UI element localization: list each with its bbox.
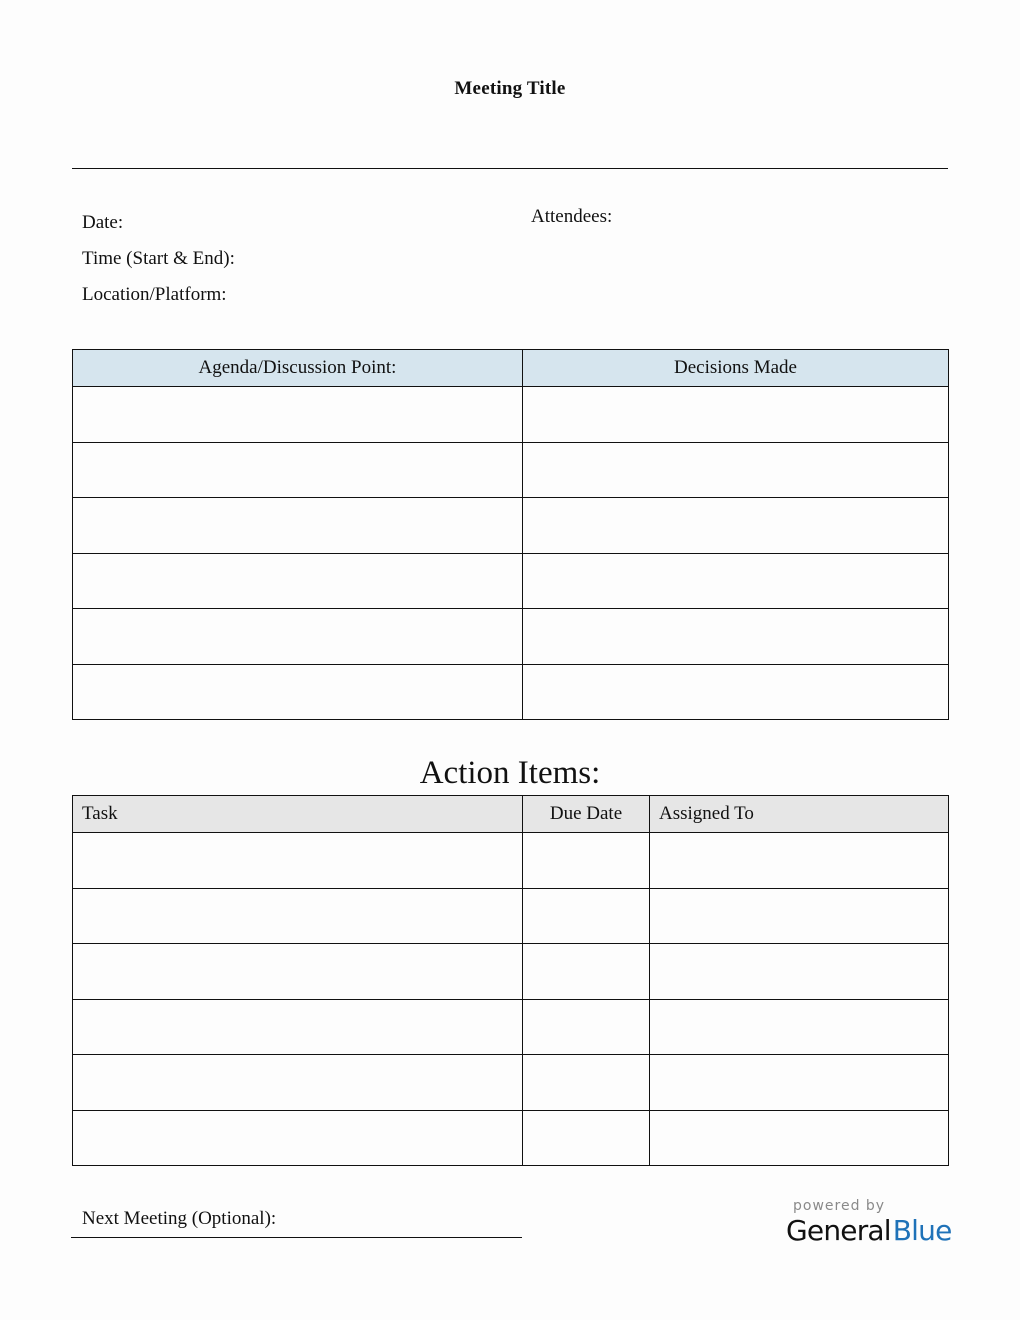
- time-label: Time (Start & End):: [82, 248, 235, 269]
- task-column-header: Task: [73, 796, 523, 833]
- agenda-table: [72, 349, 949, 720]
- date-label: Date:: [82, 212, 124, 233]
- agenda-row: [73, 553, 949, 609]
- decisions-cell[interactable]: [523, 498, 949, 554]
- action-item-row: [73, 999, 949, 1055]
- action-items-header-row: [73, 796, 949, 833]
- decisions-column-header: Decisions Made: [523, 350, 949, 387]
- due-date-cell[interactable]: [523, 1055, 650, 1111]
- title-divider: [72, 168, 948, 169]
- location-label: Location/Platform:: [82, 284, 227, 305]
- agenda-header-row: [73, 350, 949, 387]
- task-cell[interactable]: [73, 1055, 523, 1111]
- agenda-cell[interactable]: [73, 442, 523, 498]
- agenda-cell[interactable]: [73, 664, 523, 720]
- action-item-row: [73, 1055, 949, 1111]
- due-date-cell[interactable]: [523, 999, 650, 1055]
- action-item-row: [73, 888, 949, 944]
- assigned-to-cell[interactable]: [650, 999, 949, 1055]
- action-item-row: [73, 1110, 949, 1166]
- powered-by-text: powered by: [793, 1198, 886, 1214]
- next-meeting-line[interactable]: [71, 1237, 522, 1238]
- task-cell[interactable]: [73, 833, 523, 889]
- assigned-to-cell[interactable]: [650, 833, 949, 889]
- assigned-to-cell[interactable]: [650, 1055, 949, 1111]
- decisions-cell[interactable]: [523, 387, 949, 443]
- task-cell[interactable]: [73, 888, 523, 944]
- agenda-row: [73, 664, 949, 720]
- task-cell[interactable]: [73, 1110, 523, 1166]
- action-item-row: [73, 833, 949, 889]
- due-date-cell[interactable]: [523, 833, 650, 889]
- agenda-row: [73, 442, 949, 498]
- agenda-row: [73, 498, 949, 554]
- decisions-cell[interactable]: [523, 609, 949, 665]
- logo-text-blue: Blue: [892, 1214, 952, 1247]
- agenda-row: [73, 387, 949, 443]
- assigned-to-column-header: Assigned To: [650, 796, 949, 833]
- assigned-to-cell[interactable]: [650, 944, 949, 1000]
- agenda-cell[interactable]: [73, 553, 523, 609]
- task-cell[interactable]: [73, 944, 523, 1000]
- decisions-cell[interactable]: [523, 553, 949, 609]
- action-items-table: [72, 795, 949, 1166]
- due-date-cell[interactable]: [523, 1110, 650, 1166]
- agenda-column-header: Agenda/Discussion Point:: [73, 350, 523, 387]
- due-date-column-header: Due Date: [523, 796, 650, 833]
- generalblue-logo: [786, 1214, 952, 1247]
- assigned-to-cell[interactable]: [650, 888, 949, 944]
- attendees-label: Attendees:: [531, 206, 613, 227]
- agenda-cell[interactable]: [73, 387, 523, 443]
- decisions-cell[interactable]: [523, 664, 949, 720]
- assigned-to-cell[interactable]: [650, 1110, 949, 1166]
- meeting-title: Meeting Title: [454, 78, 566, 99]
- task-cell[interactable]: [73, 999, 523, 1055]
- agenda-row: [73, 609, 949, 665]
- logo-text-general: General: [786, 1214, 891, 1247]
- decisions-cell[interactable]: [523, 442, 949, 498]
- action-item-row: [73, 944, 949, 1000]
- agenda-cell[interactable]: [73, 498, 523, 554]
- next-meeting-label: Next Meeting (Optional):: [82, 1208, 277, 1229]
- due-date-cell[interactable]: [523, 888, 650, 944]
- agenda-cell[interactable]: [73, 609, 523, 665]
- action-items-heading: Action Items:: [419, 755, 601, 791]
- due-date-cell[interactable]: [523, 944, 650, 1000]
